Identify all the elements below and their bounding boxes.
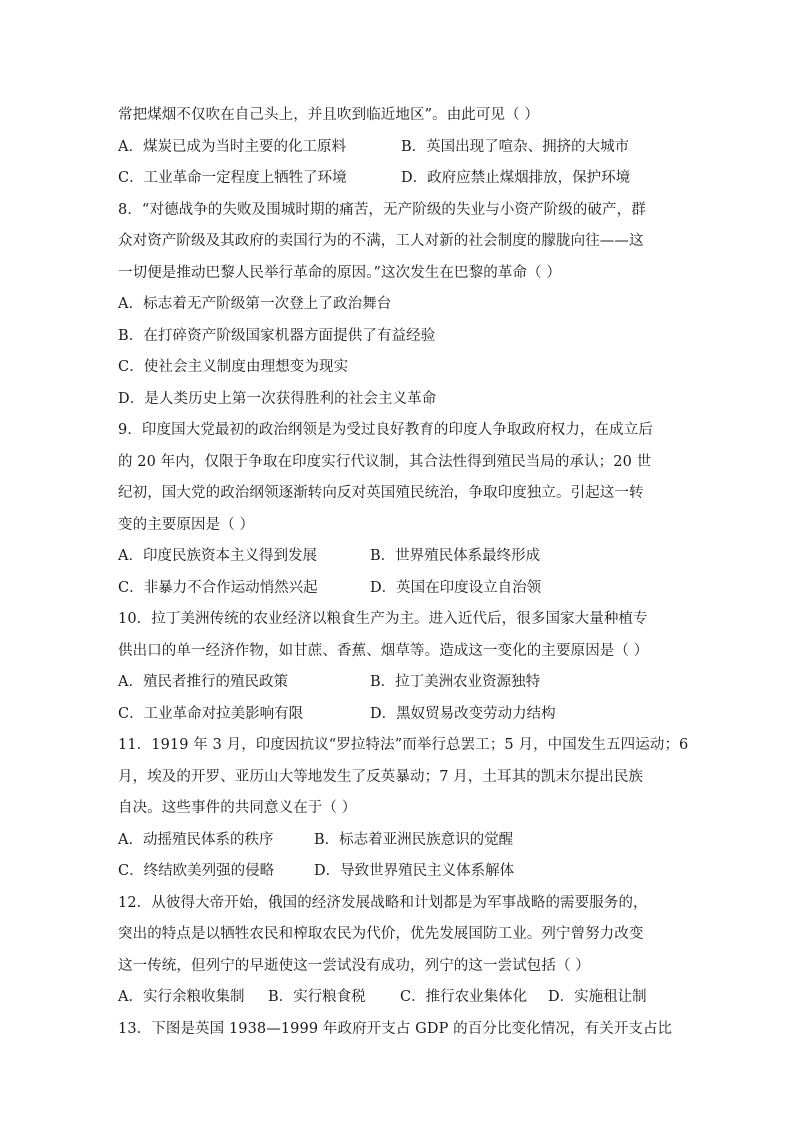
q9-options-row-1 [118, 541, 684, 573]
q11-options-row-2 [118, 856, 684, 888]
q10-option-a[interactable]: A．殖民者推行的殖民政策 [118, 674, 288, 690]
q8-option-b[interactable]: B．在打碎资产阶级国家机器方面提供了有益经验 [118, 327, 436, 344]
q9-stem-line-2: 的 20 年内，仅限于争取在印度实行代议制，其合法性得到殖民当局的承认；20 世 [118, 453, 652, 470]
q7-stem-tail: 常把煤烟不仅吹在自己头上，并且吹到临近地区”。由此可见（ ） [118, 107, 540, 123]
q11-option-a[interactable]: A．动摇殖民体系的秩序 [118, 831, 274, 848]
q12-option-c[interactable]: C．推行农业集体化 [400, 989, 528, 1005]
q7-options-row-2 [118, 163, 684, 195]
q9-stem-line-1: 9．印度国大党最初的政治纲领是为受过良好教育的印度人争取政府权力，在成立后 [118, 422, 653, 438]
q12-option-b[interactable]: B．实行粮食税 [268, 989, 366, 1005]
q11-option-d[interactable]: D．导致世界殖民主义体系解体 [314, 863, 515, 879]
q9-option-c[interactable]: C．非暴力不合作运动悄然兴起 [118, 579, 318, 596]
q12-option-d[interactable]: D．实施租让制 [548, 989, 647, 1005]
q10-option-b[interactable]: B．拉丁美洲农业资源独特 [370, 674, 541, 690]
q8-stem-line-2: 众对资产阶级及其政府的卖国行为的不满，工人对新的社会制度的朦胧向往——这 [118, 233, 644, 249]
q11-options-row-1 [118, 825, 684, 857]
q7-option-d[interactable]: D．政府应禁止煤烟排放，保护环境 [401, 170, 631, 186]
q12-option-a[interactable]: A．实行余粮收集制 [118, 989, 245, 1005]
q10-options-row-1 [118, 667, 684, 699]
q11-stem-line-3: 自决。这些事件的共同意义在于（ ） [118, 800, 357, 816]
q8-stem-line-3: 一切便是推动巴黎人民举行革命的原因。”这次发生在巴黎的革命（ ） [118, 264, 561, 281]
q11-stem-line-1: 11．1919 年 3 月，印度因抗议“罗拉特法”而举行总罢工；5 月，中国发生五四运动；6 [118, 737, 689, 753]
q10-option-c[interactable]: C．工业革命对拉美影响有限 [118, 705, 304, 722]
q9-option-a[interactable]: A．印度民族资本主义得到发展 [118, 548, 317, 564]
q10-options-row-2 [118, 699, 684, 731]
q9-stem-line-3: 纪初，国大党的政治纲领逐渐转向反对英国殖民统治，争取印度独立。引起这一转 [118, 485, 644, 501]
q9-option-b[interactable]: B．世界殖民体系最终形成 [370, 548, 541, 564]
q10-stem-line-2: 供出口的单一经济作物，如甘蔗、香蕉、烟草等。造成这一变化的主要原因是（ ） [118, 642, 649, 659]
q12-stem-line-1: 12．从彼得大帝开始，俄国的经济发展战略和计划都是为军事战略的需要服务的， [118, 894, 648, 911]
q11-option-b[interactable]: B．标志着亚洲民族意识的觉醒 [314, 831, 514, 848]
q8-stem-line-1: 8．“对德战争的失败及围城时期的痛苦，无产阶级的失业与小资产阶级的破产，群 [118, 201, 646, 218]
q11-stem-line-2: 月，埃及的开罗、亚历山大等地发生了反英暴动；7 月，土耳其的凯末尔提出民族 [118, 768, 644, 785]
q10-option-d[interactable]: D．黑奴贸易改变劳动力结构 [370, 705, 556, 722]
q12-stem-line-2: 突出的特点是以牺牲农民和榨取农民为代价，优先发展国防工业。列宁曾努力改变 [118, 926, 644, 942]
q8-option-c[interactable]: C．使社会主义制度由理想变为现实 [118, 359, 349, 375]
q9-stem-line-4: 变的主要原因是（ ） [118, 516, 255, 533]
q7-option-b[interactable]: B．英国出现了喧杂、拥挤的大城市 [401, 138, 630, 155]
q10-stem-line-1: 10．拉丁美洲传统的农业经济以粮食生产为主。进入近代后，很多国家大量种植专 [118, 611, 648, 627]
q7-option-a[interactable]: A．煤炭已成为当时主要的化工原料 [118, 138, 346, 155]
q9-option-d[interactable]: D．英国在印度设立自治领 [370, 579, 542, 596]
q12-stem-line-3: 这一传统，但列宁的早逝使这一尝试没有成功，列宁的这一尝试包括（ ） [118, 957, 590, 974]
q12-options-row [118, 982, 684, 1014]
q11-option-c[interactable]: C．终结欧美列强的侵略 [118, 863, 275, 879]
q8-option-a[interactable]: A．标志着无产阶级第一次登上了政治舞台 [118, 296, 392, 312]
q7-option-c[interactable]: C．工业革命一定程度上牺牲了环境 [118, 170, 347, 186]
q9-options-row-2 [118, 573, 684, 605]
q7-options-row-1 [118, 132, 684, 164]
q8-option-d[interactable]: D．是人类历史上第一次获得胜利的社会主义革命 [118, 390, 437, 407]
q13-stem-line-1: 13．下图是英国 1938—1999 年政府开支占 GDP 的百分比变化情况，有关开支占比 [118, 1020, 673, 1037]
question-list [118, 100, 689, 1045]
